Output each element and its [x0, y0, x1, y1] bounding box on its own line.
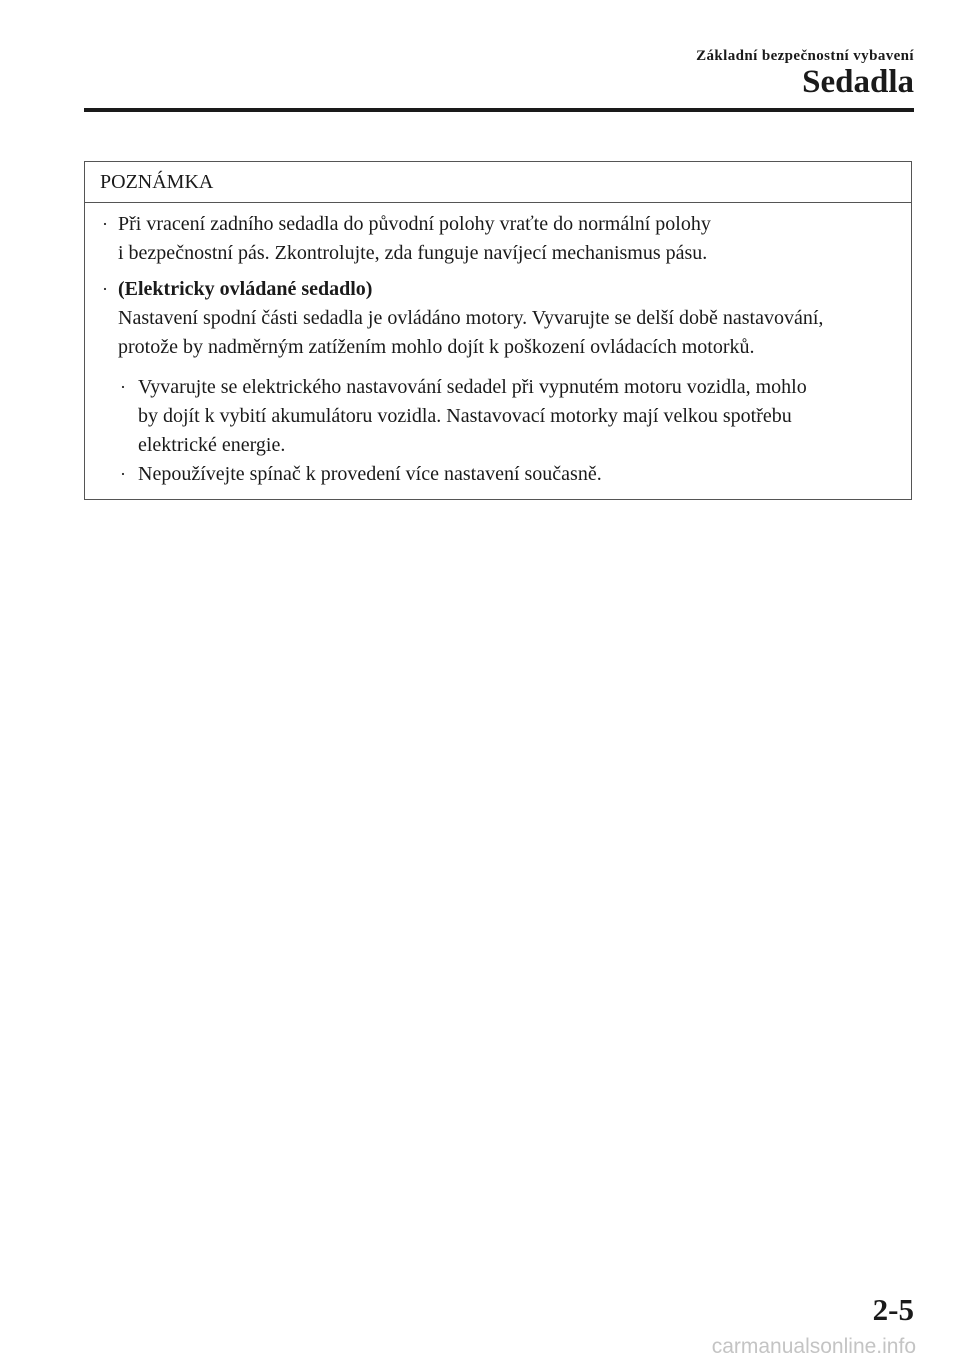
- note-text-line: Vyvarujte se elektrického nastavování sedadel při vypnutém motoru vozidla, mohlo: [138, 376, 807, 398]
- note-subitem: [118, 460, 903, 489]
- bullet-icon: ·: [120, 377, 126, 397]
- note-text-line: Při vracení zadního sedadla do původní polohy vraťte do normální polohy: [118, 213, 711, 235]
- note-text-line: Nastavení spodní části sedadla je ovládáno motory. Vyvarujte se delší době nastavování,: [118, 307, 824, 329]
- bullet-icon: ·: [102, 279, 108, 299]
- bullet-icon: ·: [102, 214, 108, 234]
- note-item-heading: (Elektricky ovládané sedadlo): [118, 278, 373, 300]
- note-text-line: protože by nadměrným zatížením mohlo dojít k poškození ovládacích motorků.: [118, 336, 755, 358]
- header-divider: [84, 108, 914, 112]
- note-subitems: [118, 373, 903, 489]
- note-title: POZNÁMKA: [85, 162, 911, 203]
- note-subitem: [118, 373, 903, 460]
- watermark: carmanualsonline.info: [711, 1335, 916, 1358]
- note-text-line: Nepoužívejte spínač k provedení více nastavení současně.: [138, 463, 602, 485]
- section-header: Základní bezpečnostní vybavení: [696, 48, 914, 64]
- page-number: 2-5: [872, 1292, 914, 1327]
- note-box: [84, 161, 912, 500]
- page-title: Sedadla: [802, 64, 914, 100]
- note-text-line: i bezpečnostní pás. Zkontrolujte, zda funguje navíjecí mechanismus pásu.: [118, 242, 708, 264]
- note-item: [100, 275, 903, 489]
- bullet-icon: ·: [120, 464, 126, 484]
- note-item: [100, 210, 903, 268]
- note-text-line: by dojít k vybití akumulátoru vozidla. Nastavovací motorky mají velkou spotřebu: [138, 405, 792, 427]
- note-text-line: elektrické energie.: [138, 434, 286, 456]
- note-body: [85, 203, 911, 499]
